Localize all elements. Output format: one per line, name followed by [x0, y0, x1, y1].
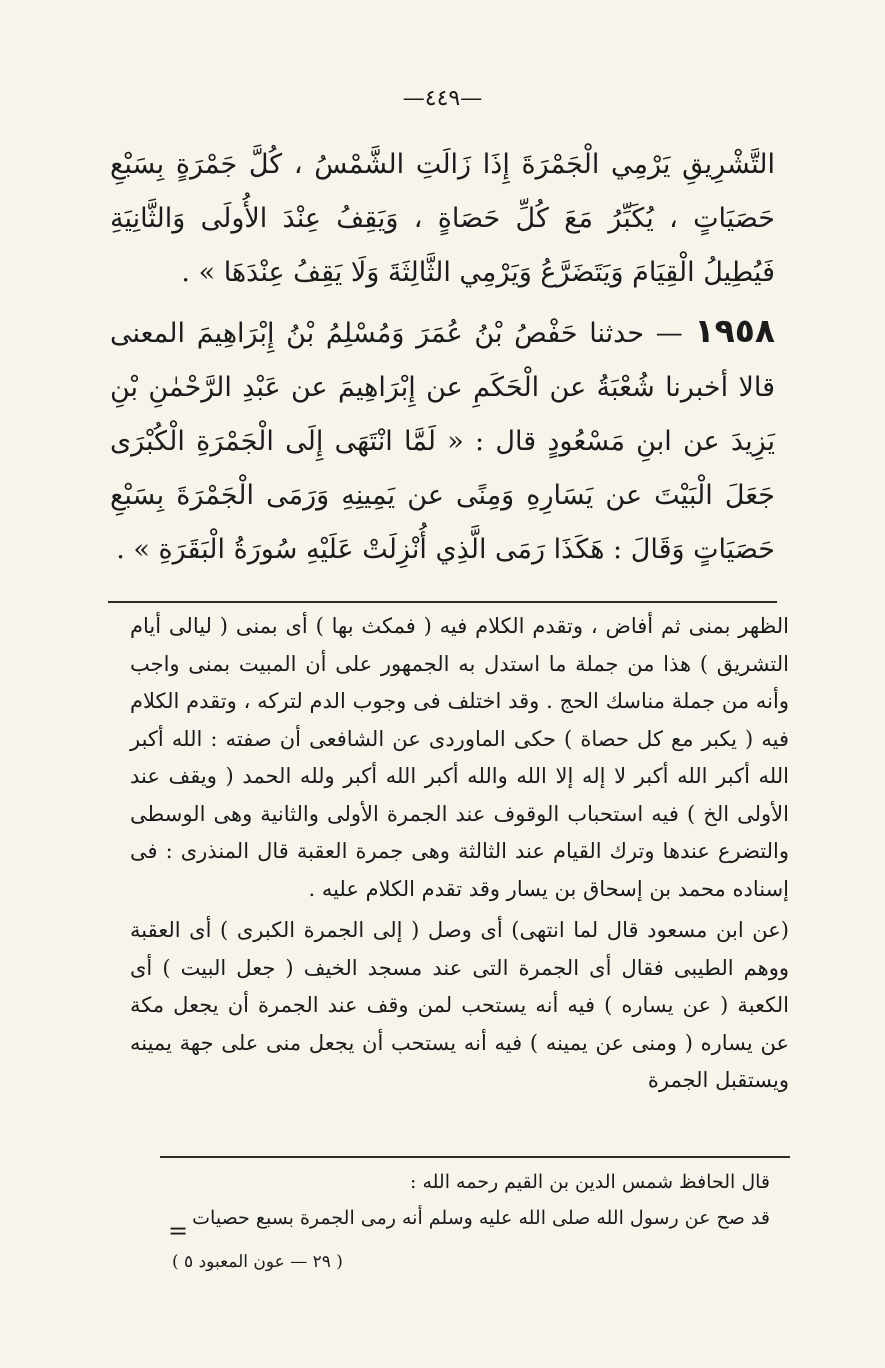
- commentary: [130, 608, 789, 1100]
- commentary-paragraph-1: الظهر بمنى ثم أفاض ، وتقدم الكلام فيه ( فمكث بها ) أى بمنى ( ليالى أيام التشريق ) هذا من جملة ما استدل به الجمهور على أن المبيت بمنى واجب وأنه من جملة مناسك الحج . وقد اختلف فى وجوب الدم لتركه ، وتقدم الكلام فيه ( يكبر مع كل حصاة ) حكى الماوردى عن الشافعى أن صفته : الله أكبر الله أكبر الله أكبر لا إله إلا الله والله أكبر الله أكبر ولله الحمد ( ويقف عند الأولى الخ ) فيه استحباب الوقوف عند الجمرة الأولى والثانية وهى الوسطى والتضرع عندها وترك القيام عند الثالثة وهى جمرة العقبة قال المنذرى : فى إسناده محمد بن إسحاق بن يسار وقد تقدم الكلام عليه .: [130, 614, 789, 901]
- footnote-divider: [160, 1156, 790, 1158]
- footnote: [160, 1164, 770, 1236]
- section-divider: [108, 601, 777, 603]
- page-number: —٤٤٩—: [402, 86, 483, 111]
- signature-footer: ( ٢٩ — عون المعبود ٥ ): [172, 1252, 343, 1272]
- main-paragraph-1: التَّشْرِيقِ يَرْمِي الْجَمْرَةَ إِذَا زَالَتِ الشَّمْسُ ، كُلَّ جَمْرَةٍ بِسَبْعِ حَصَيَاتٍ ، يُكَبِّرُ مَعَ كُلِّ حَصَاةٍ ، وَيَقِفُ عِنْدَ الأُولَى وَالثَّانِيَةِ فَيُطِيلُ الْقِيَامَ وَيَتَضَرَّعُ وَيَرْمِي الثَّالِثَةَ وَلَا يَقِفُ عِنْدَهَا » .: [110, 149, 775, 288]
- continuation-mark: =: [168, 1217, 189, 1245]
- hadith-text: — حدثنا حَفْصُ بْنُ عُمَرَ وَمُسْلِمُ بْنُ إِبْرَاهِيمَ المعنى قالا أخبرنا شُعْبَةُ عن الْحَكَمِ عن إِبْرَاهِيمَ عن عَبْدِ الرَّحْمٰنِ بْنِ يَزِيدَ عن ابنِ مَسْعُودٍ قال : « لَمَّا انْتَهَى إِلَى الْجَمْرَةِ الْكُبْرَى جَعَلَ الْبَيْتَ عن يَسَارِهِ وَمِنًى عن يَمِينِهِ وَرَمَى الْجَمْرَةَ بِسَبْعِ حَصَيَاتٍ وَقَالَ : هَكَذَا رَمَى الَّذِي أُنْزِلَتْ عَلَيْهِ سُورَةُ الْبَقَرَةِ » .: [110, 318, 775, 565]
- footnote-line-1: قال الحافظ شمس الدين بن القيم رحمه الله :: [410, 1171, 770, 1193]
- hadith-number: ١٩٥٨: [694, 311, 775, 350]
- footnote-line-2: قد صح عن رسول الله صلى الله عليه وسلم أنه رمى الجمرة بسبع حصيات: [192, 1207, 770, 1229]
- hadith-paragraph: [110, 304, 775, 577]
- commentary-paragraph-2: (عن ابن مسعود قال لما انتهى) أى وصل ( إلى الجمرة الكبرى ) أى العقبة ووهم الطيبى فقال أى الجمرة التى عند مسجد الخيف ( جعل البيت ) أى الكعبة ( عن يساره ) فيه أنه يستحب لمن وقف عند الجمرة أن يجعل مكة عن يساره ( ومنى عن يمينه ) فيه أنه يستحب أن يجعل منى على جهة يمينه ويستقبل الجمرة: [130, 918, 789, 1092]
- main-text: [110, 138, 775, 577]
